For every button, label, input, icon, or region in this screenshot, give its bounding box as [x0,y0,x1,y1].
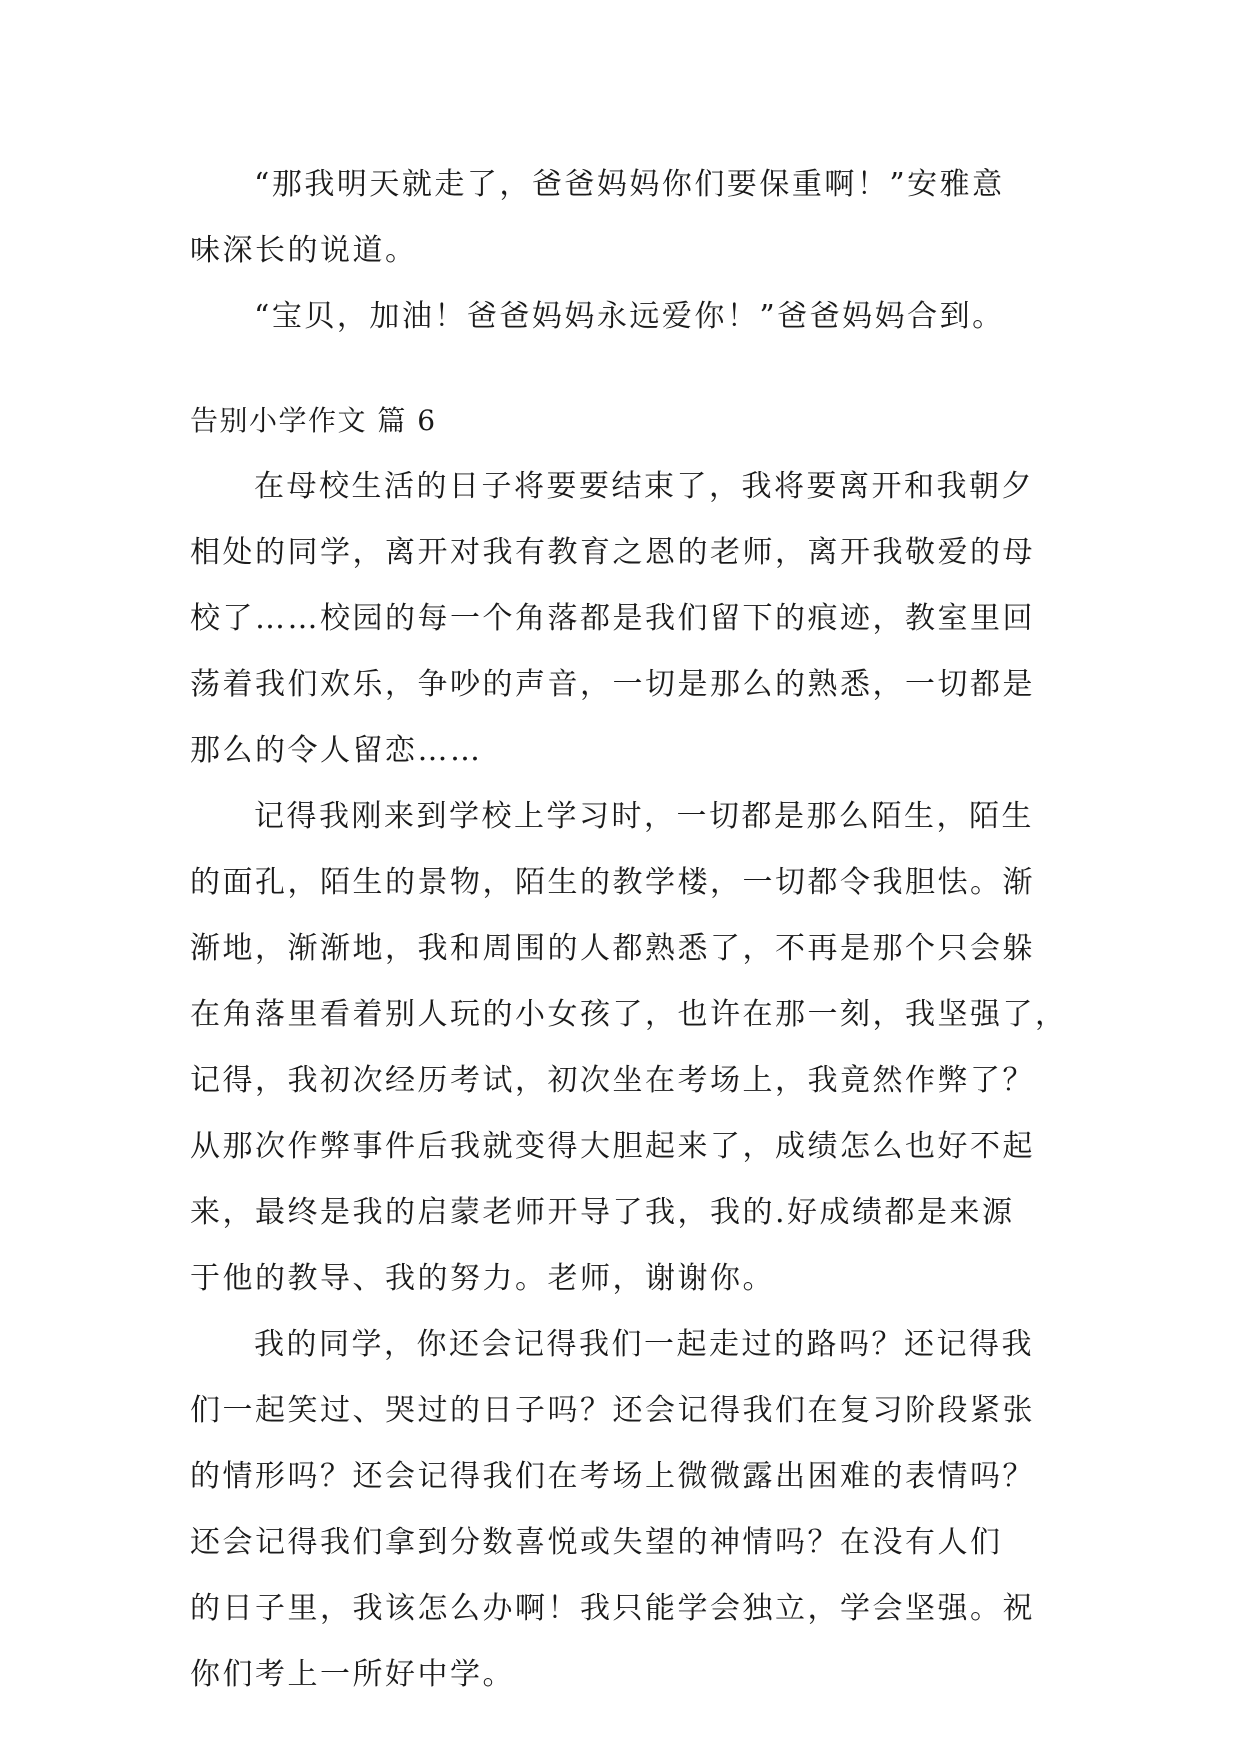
text-line: 在母校生活的日子将要要结束了，我将要离开和我朝夕 [254,469,1034,504]
text-line: 荡着我们欢乐，争吵的声音，一切是那么的熟悉，一切都是 [190,667,1035,702]
text-line: 记得我刚来到学校上学习时，一切都是那么陌生，陌生 [254,799,1034,834]
text-line: 相处的同学，离开对我有教育之恩的老师，离开我敬爱的母 [190,535,1035,570]
text-line: 来，最终是我的启蒙老师开导了我，我的.好成绩都是来源 [190,1195,1015,1230]
text-line: 的情形吗？还会记得我们在考场上微微露出困难的表情吗？ [190,1459,1035,1494]
text-line: 们一起笑过、哭过的日子吗？还会记得我们在复习阶段紧张 [190,1393,1035,1428]
text-line: 渐地，渐渐地，我和周围的人都熟悉了，不再是那个只会躲 [190,931,1035,966]
text-line: 从那次作弊事件后我就变得大胆起来了，成绩怎么也好不起 [190,1129,1035,1164]
section-spacer [190,350,1052,388]
document-page [190,152,1068,1708]
section-paragraph-2 [190,784,1068,1312]
text-line: 于他的教导、我的努力。老师，谢谢你。 [190,1261,775,1296]
intro-paragraph-2 [190,284,1052,350]
section-paragraph-3 [190,1312,1052,1708]
section-paragraph-1 [190,454,1052,784]
text-line: 那么的令人留恋…… [190,733,483,768]
text-line: 记得，我初次经历考试，初次坐在考场上，我竟然作弊了？ [190,1063,1035,1098]
text-line: 校了……校园的每一个角落都是我们留下的痕迹，教室里回 [190,601,1035,636]
intro-paragraph-1 [190,152,1052,284]
text-line: 的面孔，陌生的景物，陌生的教学楼，一切都令我胆怯。渐 [190,865,1035,900]
text-line: “那我明天就走了，爸爸妈妈你们要保重啊！”安雅意 [254,167,1005,202]
text-line: 你们考上一所好中学。 [190,1657,515,1692]
section-heading: 告别小学作文 篇 6 [190,404,437,437]
text-line: “宝贝，加油！爸爸妈妈永远爱你！”爸爸妈妈合到。 [254,299,1005,334]
text-line: 在角落里看着别人玩的小女孩了，也许在那一刻，我坚强了， [190,997,1068,1032]
text-line: 还会记得我们拿到分数喜悦或失望的神情吗？在没有人们 [190,1525,1003,1560]
text-line: 味深长的说道。 [190,233,418,268]
text-line: 我的同学，你还会记得我们一起走过的路吗？还记得我 [254,1327,1034,1362]
text-line: 的日子里，我该怎么办啊！我只能学会独立，学会坚强。祝 [190,1591,1035,1626]
